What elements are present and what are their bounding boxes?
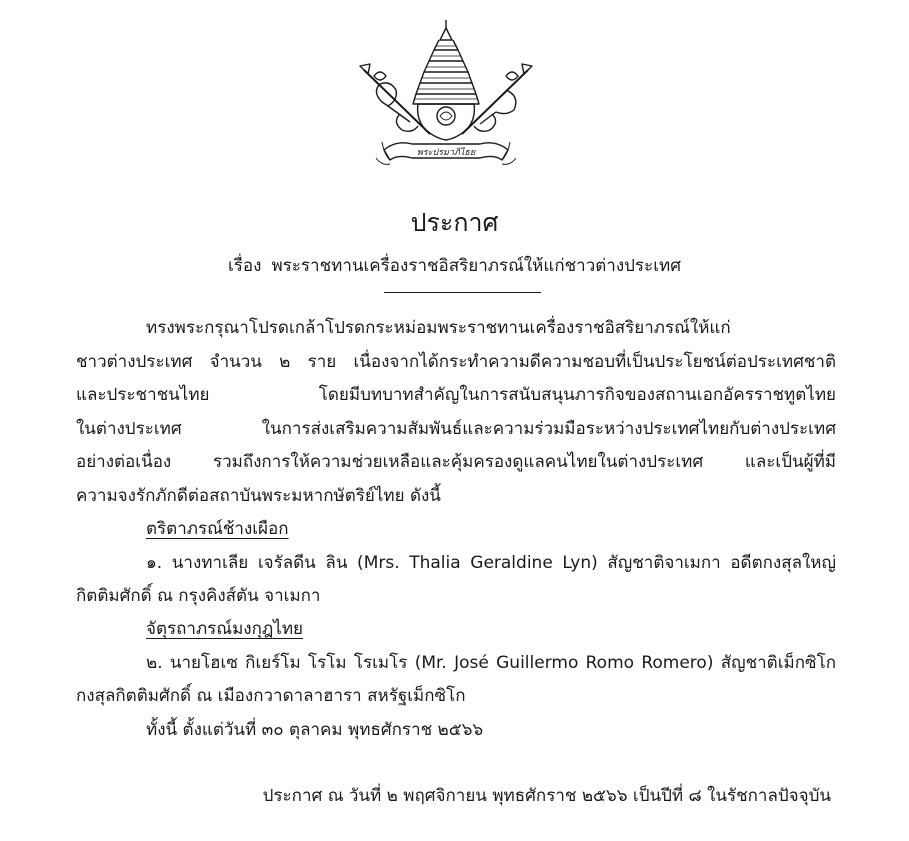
subject-text: พระราชทานเครื่องราชอิสริยาภรณ์ให้แก่ชาวต่างประเทศ	[271, 256, 681, 276]
preamble-line: ความจงรักภักดีต่อสถาบันพระมหากษัตริย์ไทย ดังนี้	[76, 485, 441, 506]
recipient-line: ๒. นายโฮเซ กิเยร์โม โรโม โรเมโร (Mr. José Guillermo Romo Romero) สัญชาติเม็กซิโก	[146, 652, 836, 673]
preamble-line: ชาวต่างประเทศ จำนวน ๒ ราย เนื่องจากได้กระทำความดีความชอบที่เป็นประโยชน์ต่อประเทศชาติ	[76, 351, 836, 372]
subject-label: เรื่อง	[227, 256, 262, 276]
award-heading: ตริตาภรณ์ช้างเผือก	[146, 519, 289, 539]
preamble-line: ในต่างประเทศ ในการส่งเสริมความสัมพันธ์และความร่วมมือระหว่างประเทศไทยกับต่างประเทศ	[76, 418, 836, 439]
svg-text:พระปรมาภิไธย: พระปรมาภิไธย	[416, 148, 476, 158]
award-heading: จัตุรถาภรณ์มงกุฎไทย	[146, 619, 304, 639]
title-divider	[384, 292, 541, 293]
preamble-line: ทรงพระกรุณาโปรดเกล้าโปรดกระหม่อมพระราชทานเครื่องราชอิสริยาภรณ์ให้แก่	[146, 318, 731, 338]
award-section-1	[76, 513, 836, 614]
announcement-subject	[0, 252, 909, 280]
award-section-2	[76, 613, 836, 747]
preamble-line: อย่างต่อเนื่อง รวมถึงการให้ความช่วยเหลือและคุ้มครองดูแลคนไทยในต่างประเทศ และเป็นผู้ที่มี	[76, 452, 836, 472]
announcement-title: ประกาศ	[410, 208, 499, 237]
effective-date: ทั้งนี้ ตั้งแต่วันที่ ๓๐ ตุลาคม พุทธศักราช ๒๕๖๖	[146, 719, 484, 740]
recipient-line: ๑. นางทาเลีย เจรัลดีน ลิน (Mrs. Thalia Geraldine Lyn) สัญชาติจาเมกา อดีตกงสุลใหญ่	[146, 552, 836, 573]
closing-date-line: ประกาศ ณ วันที่ ๒ พฤศจิกายน พุทธศักราช ๒๕๖๖ เป็นปีที่ ๘ ในรัชกาลปัจจุบัน	[262, 786, 831, 806]
recipient-line: กงสุลกิตติมศักดิ์ ณ เมืองกวาดาลาฮารา สหรัฐเม็กซิโก	[76, 686, 466, 706]
preamble-line: และประชาชนไทย โดยมีบทบาทสำคัญในการสนับสนุนภารกิจของสถานเอกอัครราชทูตไทย	[76, 385, 836, 405]
preamble-paragraph	[76, 312, 836, 513]
royal-emblem-icon	[356, 18, 536, 170]
recipient-line: กิตติมศักดิ์ ณ กรุงคิงส์ตัน จาเมกา	[76, 586, 321, 606]
